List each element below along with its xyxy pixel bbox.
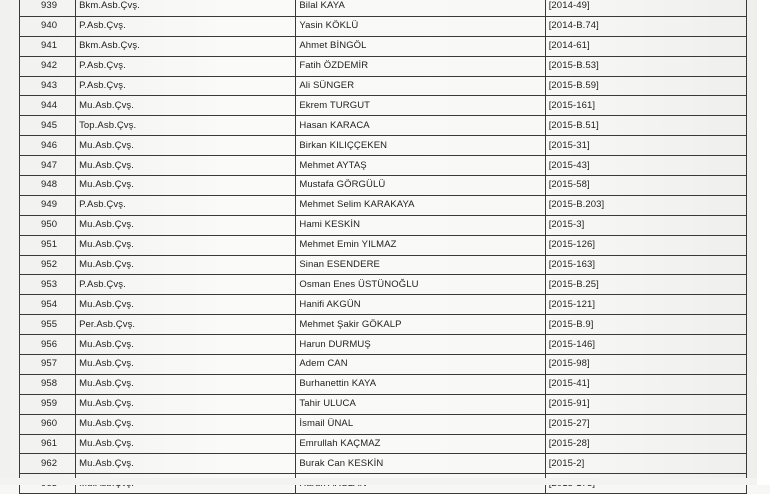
code-cell: [2015-2] — [545, 454, 746, 474]
row-number: 960 — [20, 414, 76, 434]
table-row — [20, 156, 747, 176]
table-row — [20, 176, 747, 196]
table-row — [20, 295, 747, 315]
code-cell: [2015-43] — [545, 156, 746, 176]
rank-cell: P.Asb.Çvş. — [76, 275, 296, 295]
table-row — [20, 116, 747, 136]
code-cell: [2015-B.203] — [545, 195, 746, 215]
code-cell: [2015-91] — [545, 394, 746, 414]
row-number: 961 — [20, 434, 76, 454]
code-cell: [2015-B.51] — [545, 116, 746, 136]
page-right-margin — [757, 0, 770, 485]
code-cell: [2015-161] — [545, 96, 746, 116]
rank-cell: Mu.Asb.Çvş. — [76, 215, 296, 235]
table-row — [20, 394, 747, 414]
code-cell: [2015-58] — [545, 176, 746, 196]
code-cell: [2015-163] — [545, 255, 746, 275]
table-row — [20, 335, 747, 355]
row-number: 942 — [20, 56, 76, 76]
row-number: 941 — [20, 36, 76, 56]
row-number: 952 — [20, 255, 76, 275]
name-cell: Mehmet Selim KARAKAYA — [296, 195, 545, 215]
table-row — [20, 56, 747, 76]
table-row — [20, 434, 747, 454]
row-number: 947 — [20, 156, 76, 176]
rank-cell: P.Asb.Çvş. — [76, 195, 296, 215]
name-cell: Hanifi AKGÜN — [296, 295, 545, 315]
name-cell: İsmail ÜNAL — [296, 414, 545, 434]
row-number: 958 — [20, 374, 76, 394]
rank-cell: Mu.Asb.Çvş. — [76, 434, 296, 454]
table-row — [20, 0, 747, 16]
row-number: 962 — [20, 454, 76, 474]
table-row — [20, 96, 747, 116]
rank-cell: Mu.Asb.Çvş. — [76, 136, 296, 156]
row-number: 949 — [20, 195, 76, 215]
row-number: 956 — [20, 335, 76, 355]
table-row — [20, 414, 747, 434]
name-cell: Osman Enes ÜSTÜNOĞLU — [296, 275, 545, 295]
code-cell: [2015-28] — [545, 434, 746, 454]
row-number: 945 — [20, 116, 76, 136]
code-cell: [2015-31] — [545, 136, 746, 156]
rank-cell: Mu.Asb.Çvş. — [76, 374, 296, 394]
code-cell: [2015-B.9] — [545, 315, 746, 335]
name-cell: Ahmet BİNGÖL — [296, 36, 545, 56]
row-number: 957 — [20, 355, 76, 375]
name-cell: Mehmet Emin YILMAZ — [296, 235, 545, 255]
code-cell: [2015-126] — [545, 235, 746, 255]
rank-cell: Mu.Asb.Çvş. — [76, 335, 296, 355]
name-cell: Burak Can KESKİN — [296, 454, 545, 474]
row-number: 944 — [20, 96, 76, 116]
rank-cell: Mu.Asb.Çvş. — [76, 96, 296, 116]
code-cell: [2015-98] — [545, 355, 746, 375]
row-number: 950 — [20, 215, 76, 235]
rank-cell: Mu.Asb.Çvş. — [76, 156, 296, 176]
name-cell: Mustafa GÖRGÜLÜ — [296, 176, 545, 196]
rank-cell: Mu.Asb.Çvş. — [76, 355, 296, 375]
rank-cell: Per.Asb.Çvş. — [76, 315, 296, 335]
code-cell: [2015-B.59] — [545, 76, 746, 96]
row-number: 954 — [20, 295, 76, 315]
personnel-table — [19, 0, 747, 494]
table-row — [20, 235, 747, 255]
table-row — [20, 255, 747, 275]
rank-cell: Mu.Asb.Çvş. — [76, 255, 296, 275]
code-cell: [2015-B.53] — [545, 56, 746, 76]
name-cell: Fatih ÖZDEMİR — [296, 56, 545, 76]
rank-cell: Mu.Asb.Çvş. — [76, 295, 296, 315]
row-number: 948 — [20, 176, 76, 196]
code-cell: [2014-49] — [545, 0, 746, 16]
rank-cell: Mu.Asb.Çvş. — [76, 235, 296, 255]
name-cell: Harun DURMUŞ — [296, 335, 545, 355]
rank-cell: Mu.Asb.Çvş. — [76, 454, 296, 474]
table-row — [20, 36, 747, 56]
personnel-table-body — [20, 0, 747, 494]
row-number: 955 — [20, 315, 76, 335]
code-cell: [2014-B.74] — [545, 16, 746, 36]
name-cell: Mehmet AYTAŞ — [296, 156, 545, 176]
name-cell: Yasin KÖKLÜ — [296, 16, 545, 36]
name-cell: Hami KESKİN — [296, 215, 545, 235]
table-row — [20, 374, 747, 394]
row-number: 953 — [20, 275, 76, 295]
row-number: 939 — [20, 0, 76, 16]
row-number: 946 — [20, 136, 76, 156]
name-cell: Tahir ULUCA — [296, 394, 545, 414]
code-cell: [2015-3] — [545, 215, 746, 235]
row-number: 943 — [20, 76, 76, 96]
rank-cell: P.Asb.Çvş. — [76, 16, 296, 36]
rank-cell: Mu.Asb.Çvş. — [76, 394, 296, 414]
table-row — [20, 454, 747, 474]
page-bottom-edge — [0, 478, 770, 485]
code-cell: [2015-146] — [545, 335, 746, 355]
table-row — [20, 355, 747, 375]
code-cell: [2015-B.25] — [545, 275, 746, 295]
name-cell: Emrullah KAÇMAZ — [296, 434, 545, 454]
rank-cell: Mu.Asb.Çvş. — [76, 176, 296, 196]
name-cell: Hasan KARACA — [296, 116, 545, 136]
name-cell: Ali SÜNGER — [296, 76, 545, 96]
rank-cell: P.Asb.Çvş. — [76, 56, 296, 76]
table-row — [20, 76, 747, 96]
rank-cell: Bkm.Asb.Çvş. — [76, 0, 296, 16]
row-number: 959 — [20, 394, 76, 414]
table-row — [20, 215, 747, 235]
table-row — [20, 275, 747, 295]
code-cell: [2015-121] — [545, 295, 746, 315]
code-cell: [2015-41] — [545, 374, 746, 394]
table-row — [20, 16, 747, 36]
rank-cell: Bkm.Asb.Çvş. — [76, 36, 296, 56]
name-cell: Sinan ESENDERE — [296, 255, 545, 275]
rank-cell: P.Asb.Çvş. — [76, 76, 296, 96]
table-row — [20, 315, 747, 335]
name-cell: Adem CAN — [296, 355, 545, 375]
name-cell: Mehmet Şakir GÖKALP — [296, 315, 545, 335]
name-cell: Burhanettin KAYA — [296, 374, 545, 394]
name-cell: Ekrem TURGUT — [296, 96, 545, 116]
row-number: 940 — [20, 16, 76, 36]
rank-cell: Mu.Asb.Çvş. — [76, 414, 296, 434]
table-row — [20, 136, 747, 156]
name-cell: Birkan KILIÇÇEKEN — [296, 136, 545, 156]
code-cell: [2014-61] — [545, 36, 746, 56]
row-number: 951 — [20, 235, 76, 255]
table-row — [20, 195, 747, 215]
code-cell: [2015-27] — [545, 414, 746, 434]
name-cell: Bilal KAYA — [296, 0, 545, 16]
rank-cell: Top.Asb.Çvş. — [76, 116, 296, 136]
